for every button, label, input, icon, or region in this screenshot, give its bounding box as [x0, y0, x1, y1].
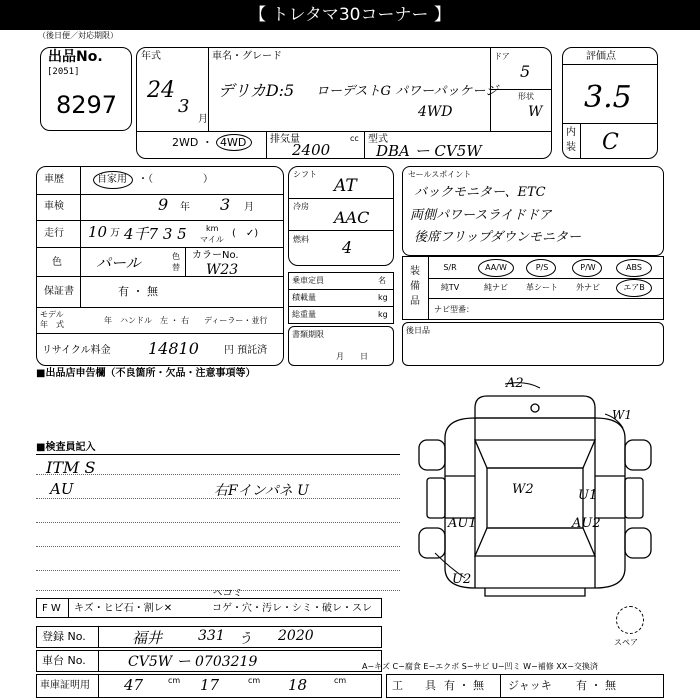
- equip-ps: P/S: [535, 263, 549, 272]
- shape-value: W: [528, 104, 543, 120]
- drive-circled: 4WD: [220, 136, 247, 149]
- ac-value: AAC: [334, 208, 370, 227]
- model-value: DBA ー CV5W: [376, 142, 482, 160]
- displacement: 2400: [292, 141, 331, 159]
- fuel-label: 燃料: [293, 235, 309, 244]
- spare-tire-icon: [616, 606, 644, 634]
- equip-sr: S/R: [443, 263, 457, 272]
- shift-value: AT: [334, 176, 357, 196]
- color-no: W23: [206, 262, 239, 278]
- weight-unit: kg: [378, 310, 388, 319]
- shape-label: 形状: [518, 92, 534, 101]
- shaken-label: 車検: [44, 201, 64, 212]
- mileage-label: 走行: [44, 228, 64, 239]
- fw-text-2: コゲ・穴・汚レ・シミ・破レ・スレ: [212, 603, 372, 614]
- reg-label: 登録 No.: [42, 630, 86, 643]
- reki-rest: ・（ ）: [138, 174, 213, 185]
- reg-class: 331: [198, 628, 225, 644]
- mileage-paren: ( ✓): [232, 228, 259, 239]
- equip-tv: 純TV: [440, 283, 460, 292]
- equip-leather: 革シート: [526, 283, 558, 292]
- reg-num: 2020: [278, 628, 314, 644]
- chassis-value: CV5W ー 0703219: [128, 654, 258, 670]
- mile-unit: マイル: [200, 235, 224, 244]
- persons-unit: 名: [378, 276, 386, 285]
- shaken-month-unit: 月: [244, 202, 254, 213]
- reg-place: 福井: [132, 629, 163, 647]
- equip-ext-navi: 外ナビ: [576, 283, 600, 292]
- score-value: 3.5: [584, 80, 632, 115]
- mileage-rest: 4千7 3 5: [124, 225, 187, 243]
- spare-label: スペア: [614, 638, 638, 647]
- equipment-label-3: 品: [410, 296, 420, 307]
- diagram-mark-a2: A2: [506, 376, 524, 391]
- cert-label: 車庫証明用: [40, 680, 90, 691]
- seller-note-label: ■出品店申告欄（不良箇所・欠品・注意事項等）: [36, 368, 256, 379]
- model-year-unit: 年: [104, 316, 112, 325]
- equip-pw-circle: [572, 259, 602, 277]
- diagram-mark-au1: AU1: [448, 516, 477, 531]
- persons-label: 乗車定員: [292, 276, 324, 285]
- color-no-label: カラーNo.: [192, 250, 239, 261]
- name-label: 車名・グレード: [212, 51, 282, 62]
- warranty-value: 有 ・ 無: [118, 285, 158, 298]
- interior-value: C: [602, 130, 619, 155]
- inspector-label: ■検査員記入: [36, 442, 96, 453]
- diagram-mark-w2: W2: [512, 482, 534, 497]
- warranty-label: 保証書: [44, 286, 74, 297]
- chassis-label: 車台 No.: [42, 654, 86, 667]
- reki-circled: 自家用: [97, 174, 127, 185]
- dealer-value: ディーラー・並行: [204, 316, 268, 325]
- month-suffix: 月: [198, 114, 208, 125]
- equip-pw: P/W: [580, 263, 596, 272]
- shaken-year: 9: [158, 195, 169, 214]
- fw-text: キズ・ヒビ石・割レ✕: [74, 603, 173, 614]
- year-label: 年式: [141, 51, 161, 62]
- load-label: 積載量: [292, 293, 316, 302]
- shift-label: シフト: [293, 170, 317, 179]
- shaken-month: 3: [220, 195, 231, 214]
- tools-value: 有 ・ 無: [444, 679, 484, 692]
- later-label: 後日品: [406, 326, 430, 335]
- equip-aaw: AA/W: [485, 263, 507, 272]
- model-label: 型式: [368, 134, 388, 145]
- page-header: 【 トレタマ30コーナー 】: [0, 0, 700, 30]
- diagram-mark-u2: U2: [452, 572, 472, 587]
- weight-label: 総重量: [292, 310, 316, 319]
- fw-label: F W: [42, 603, 61, 614]
- fw-note: ヘコミ: [212, 588, 242, 599]
- cert-cm-1: cm: [168, 676, 181, 685]
- later-box: [402, 322, 664, 366]
- drive-print: 2WD ・: [172, 136, 213, 149]
- reg-kana: う: [238, 631, 252, 647]
- equip-airbag: エアB: [623, 283, 645, 292]
- inspector-line-2a: AU: [50, 480, 74, 498]
- lot-number: 8297: [56, 91, 118, 119]
- sales-label: セールスポイント: [408, 170, 472, 179]
- docs-label: 書類期限: [292, 330, 324, 339]
- sales-line-2: 両側パワースライドドア: [410, 208, 552, 223]
- ac-label: 冷房: [293, 202, 309, 211]
- equip-ps-circle: [526, 259, 556, 277]
- color-change-1: 色: [172, 252, 180, 261]
- diagram-mark-w1: W1: [612, 408, 632, 422]
- inspector-line-1: ITM S: [46, 458, 96, 477]
- cert-dim-1: 47: [124, 676, 144, 694]
- car-name: デリカD:5: [218, 81, 295, 100]
- handle-value: ハンドル 左 ・ 右: [120, 316, 190, 325]
- cert-dim-2: 17: [200, 676, 220, 694]
- diagram-mark-u1: U1: [578, 488, 598, 503]
- equip-aaw-circle: [478, 259, 514, 277]
- score-label: 評価点: [586, 51, 616, 62]
- jack-value: 有 ・ 無: [576, 679, 616, 692]
- lot-label: 出品No.: [48, 49, 103, 65]
- recycle-label: リサイクル料金: [42, 345, 111, 356]
- equip-abs: ABS: [626, 263, 642, 272]
- lot-sub: [2051]: [47, 67, 80, 77]
- diagram-mark-au2: AU2: [572, 516, 601, 531]
- inspector-line-2b: 右Fインパネ U: [214, 483, 309, 499]
- model-year-label-2: 年 式: [40, 320, 64, 329]
- jack-label: ジャッキ: [508, 679, 552, 692]
- drive-handwritten: 4WD: [418, 104, 453, 120]
- mileage-man-unit: 万: [110, 228, 120, 239]
- door-value: 5: [520, 62, 531, 81]
- cert-dim-3: 18: [288, 676, 308, 694]
- fuel-value: 4: [342, 238, 353, 257]
- cc-unit: cc: [350, 134, 359, 143]
- cc-label: 排気量: [270, 134, 300, 145]
- recycle-value: 14810: [148, 339, 199, 358]
- equipment-label-1: 装: [410, 266, 420, 277]
- mileage-man: 10: [88, 223, 108, 241]
- equip-navi: 純ナビ: [484, 283, 508, 292]
- car-grade: ローデストG パワーパッケージ: [316, 84, 499, 99]
- month-value: 3: [178, 96, 190, 117]
- top-note: （後日便／対応期限）: [38, 31, 118, 40]
- color-label: 色: [52, 257, 62, 268]
- equipment-label-2: 備: [410, 281, 420, 292]
- sales-line-1: バックモニター、ETC: [414, 185, 546, 200]
- interior-label-1: 内: [566, 127, 576, 138]
- tools-label: 工 具: [392, 679, 436, 692]
- year-value: 24: [147, 78, 175, 103]
- equip-airbag-circle: [616, 279, 652, 297]
- reki-label: 車歴: [44, 174, 64, 185]
- km-unit: km: [206, 224, 219, 233]
- model-year-label-1: モデル: [40, 310, 64, 319]
- interior-label-2: 装: [566, 142, 576, 153]
- equip-abs-circle: [616, 259, 652, 277]
- load-unit: kg: [378, 293, 388, 302]
- damage-legend: A−キズ C−腐食 E−エクボ S−サビ U−凹ミ W−補修 XX−交換済: [362, 662, 598, 671]
- navi-model-label: ナビ型番：: [434, 305, 474, 314]
- recycle-unit: 円 預託済: [224, 345, 268, 356]
- cert-cm-2: cm: [248, 676, 261, 685]
- color-change-2: 替: [172, 263, 180, 272]
- shaken-year-unit: 年: [180, 202, 190, 213]
- door-label: ドア: [494, 52, 510, 61]
- sales-line-3: 後席フリップダウンモニター: [414, 230, 582, 245]
- color-value: パール: [96, 254, 141, 272]
- cert-cm-3: cm: [334, 676, 347, 685]
- docs-unit: 月 日: [336, 352, 368, 361]
